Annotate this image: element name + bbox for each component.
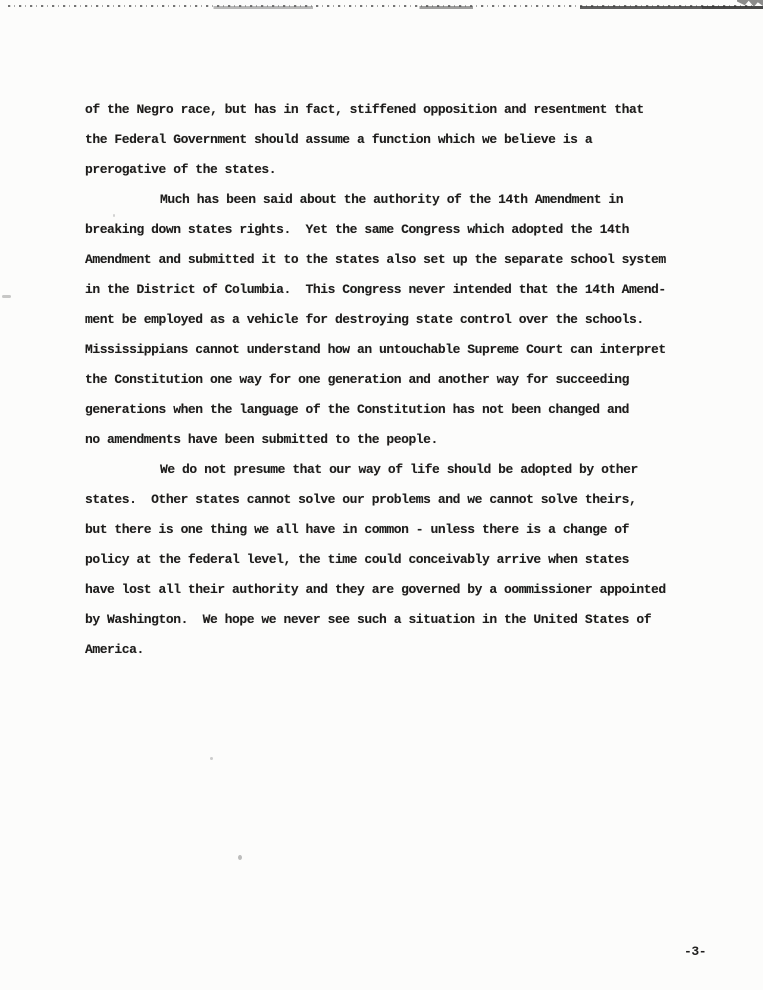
document-line: We do not presume that our way of life should be adopted by other <box>160 462 638 477</box>
scan-edge-artifact <box>0 2 763 12</box>
document-line: by Washington. We hope we never see such a situation in the United States of <box>85 612 652 627</box>
document-line: ment be employed as a vehicle for destroying state control over the schools. <box>85 312 644 327</box>
document-line: Much has been said about the authority of the 14th Amendment in <box>160 192 624 207</box>
document-line: prerogative of the states. <box>85 162 277 177</box>
document-line: Amendment and submitted it to the states also set up the separate school system <box>85 252 666 267</box>
scan-corner-artifact <box>737 0 763 15</box>
document-line: have lost all their authority and they are governed by a oommissioner appointed <box>85 582 666 597</box>
document-line: the Constitution one way for one generation and another way for succeeding <box>85 372 629 387</box>
scan-speck-artifact <box>238 855 242 860</box>
document-line: policy at the federal level, the time could conceivably arrive when states <box>85 552 629 567</box>
document-line: America. <box>85 642 144 657</box>
document-line: but there is one thing we all have in common - unless there is a change of <box>85 522 629 537</box>
scan-speck-artifact <box>2 295 11 298</box>
document-line: in the District of Columbia. This Congress never intended that the 14th Amend- <box>85 282 666 297</box>
document-line: states. Other states cannot solve our problems and we cannot solve theirs, <box>85 492 637 507</box>
document-line: of the Negro race, but has in fact, stiffened opposition and resentment that <box>85 102 644 117</box>
document-body <box>85 95 693 665</box>
document-line: Mississippians cannot understand how an untouchable Supreme Court can interpret <box>85 342 666 357</box>
document-line: no amendments have been submitted to the people. <box>85 432 438 447</box>
document-line: generations when the language of the Constitution has not been changed and <box>85 402 629 417</box>
page-number: -3- <box>684 944 707 959</box>
document-line: the Federal Government should assume a function which we believe is a <box>85 132 593 147</box>
scan-speck-artifact <box>210 757 213 760</box>
document-line: breaking down states rights. Yet the same Congress which adopted the 14th <box>85 222 629 237</box>
